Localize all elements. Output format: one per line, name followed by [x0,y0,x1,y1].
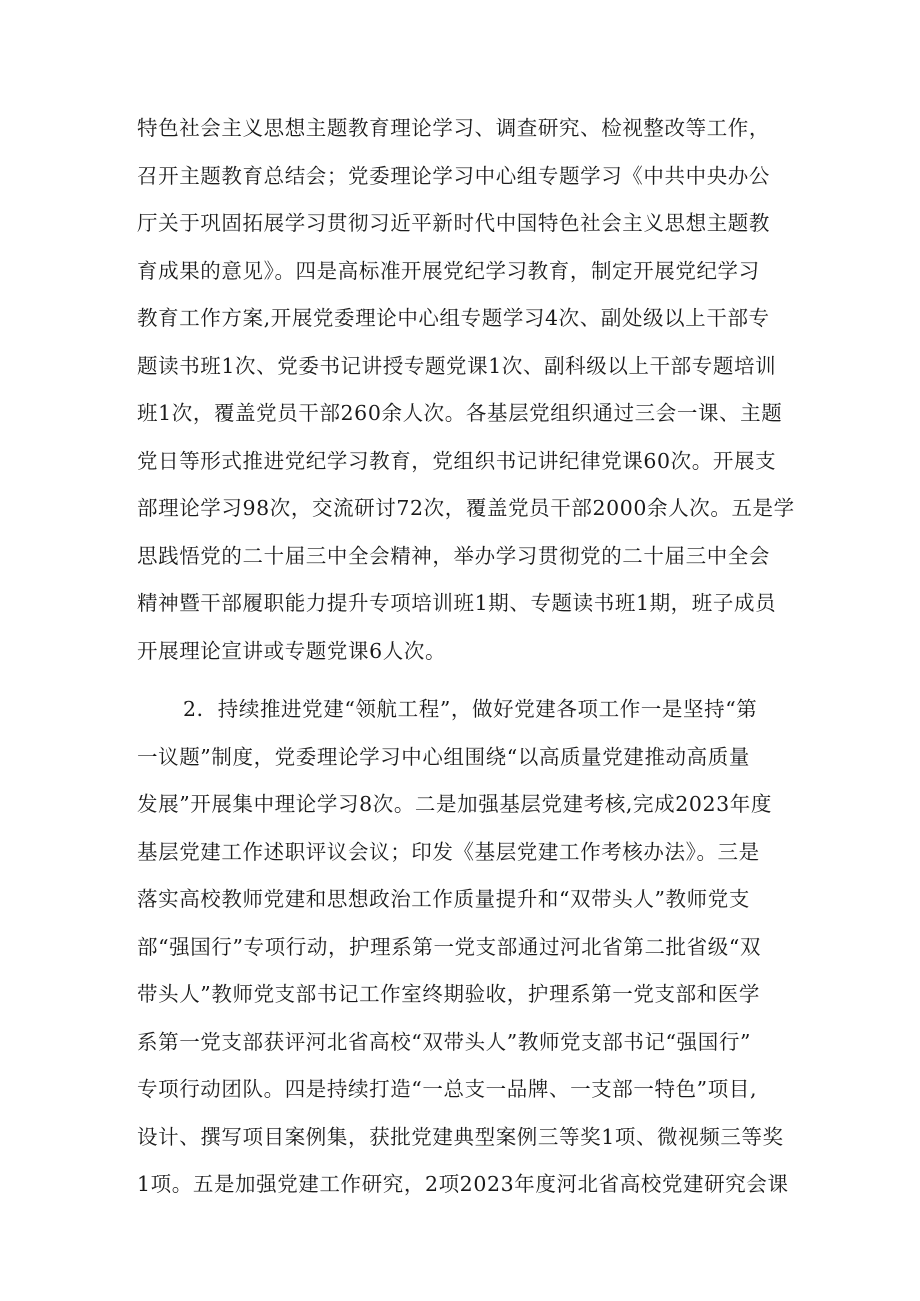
text-line: 系第一党支部获评河北省高校“双带头人”教师党支部书记“强国行” [137,1029,752,1054]
text-line: 落实高校教师党建和思想政治工作质量提升和“双带头人”教师党支 [137,887,750,911]
text-line: 1项。五是加强党建工作研究，2项2023年度河北省高校党建研究会课 [137,1172,789,1196]
paragraph-spacer [137,675,797,686]
text-line: 2．持续推进党建“领航工程”，做好党建各项工作一是坚持“第 [183,697,758,721]
text-line: 党日等形式推进党纪学习教育，党组织书记讲纪律党课60次。开展支 [137,448,777,473]
text-line: 发展”开展集中理论学习8次。二是加强基层党建考核,完成2023年度 [137,792,773,816]
text-line: 育成果的意见》。四是高标准开展党纪学习教育，制定开展党纪学习 [137,258,760,283]
text-line: 专项行动团队。四是持续打造“一总支一品牌、一支部一特色”项目, [137,1077,758,1101]
text-line: 一议题”制度，党委理论学习中心组围绕“以高质量党建推动高质量 [137,744,750,769]
text-line: 部理论学习98次，交流研讨72次，覆盖党员干部2000余人次。五是学 [137,496,795,520]
document-body [137,105,797,1209]
text-line: 开展理论宣讲或专题党课6人次。 [137,638,447,663]
text-line: 带头人”教师党支部书记工作室终期验收，护理系第一党支部和医学 [137,982,760,1006]
text-line: 部“强国行”专项行动，护理系第一党支部通过河北省第二批省级“双 [137,934,762,959]
text-line: 厅关于巩固拓展学习贯彻习近平新时代中国特色社会主义思想主题教 [137,211,770,235]
text-line: 特色社会主义思想主题教育理论学习、调查研究、检视整改等工作， [137,116,770,140]
text-line: 教育工作方案,开展党委理论中心组专题学习4次、副处级以上干部专 [137,306,770,330]
text-line: 设计、撰写项目案例集，获批党建典型案例三等奖1项、微视频三等奖 [137,1124,784,1149]
text-line: 题读书班1次、党委书记讲授专题党课1次、副科级以上干部专题培训 [137,353,777,378]
text-line: 班1次，覆盖党员干部260余人次。各基层党组织通过三会一课、主题 [137,401,783,425]
text-line: 精神暨干部履职能力提升专项培训班1期、专题读书班1期，班子成员 [137,591,777,615]
text-line: 召开主题教育总结会；党委理论学习中心组专题学习《中共中央办公 [137,163,770,188]
text-line: 基层党建工作述职评议会议；印发《基层党建工作考核办法》。三是 [137,839,760,864]
text-line: 思践悟党的二十届三中全会精神，举办学习贯彻党的二十届三中全会 [137,543,770,568]
paragraph-party-building [137,686,797,1209]
paragraph-theory-study [137,105,797,675]
